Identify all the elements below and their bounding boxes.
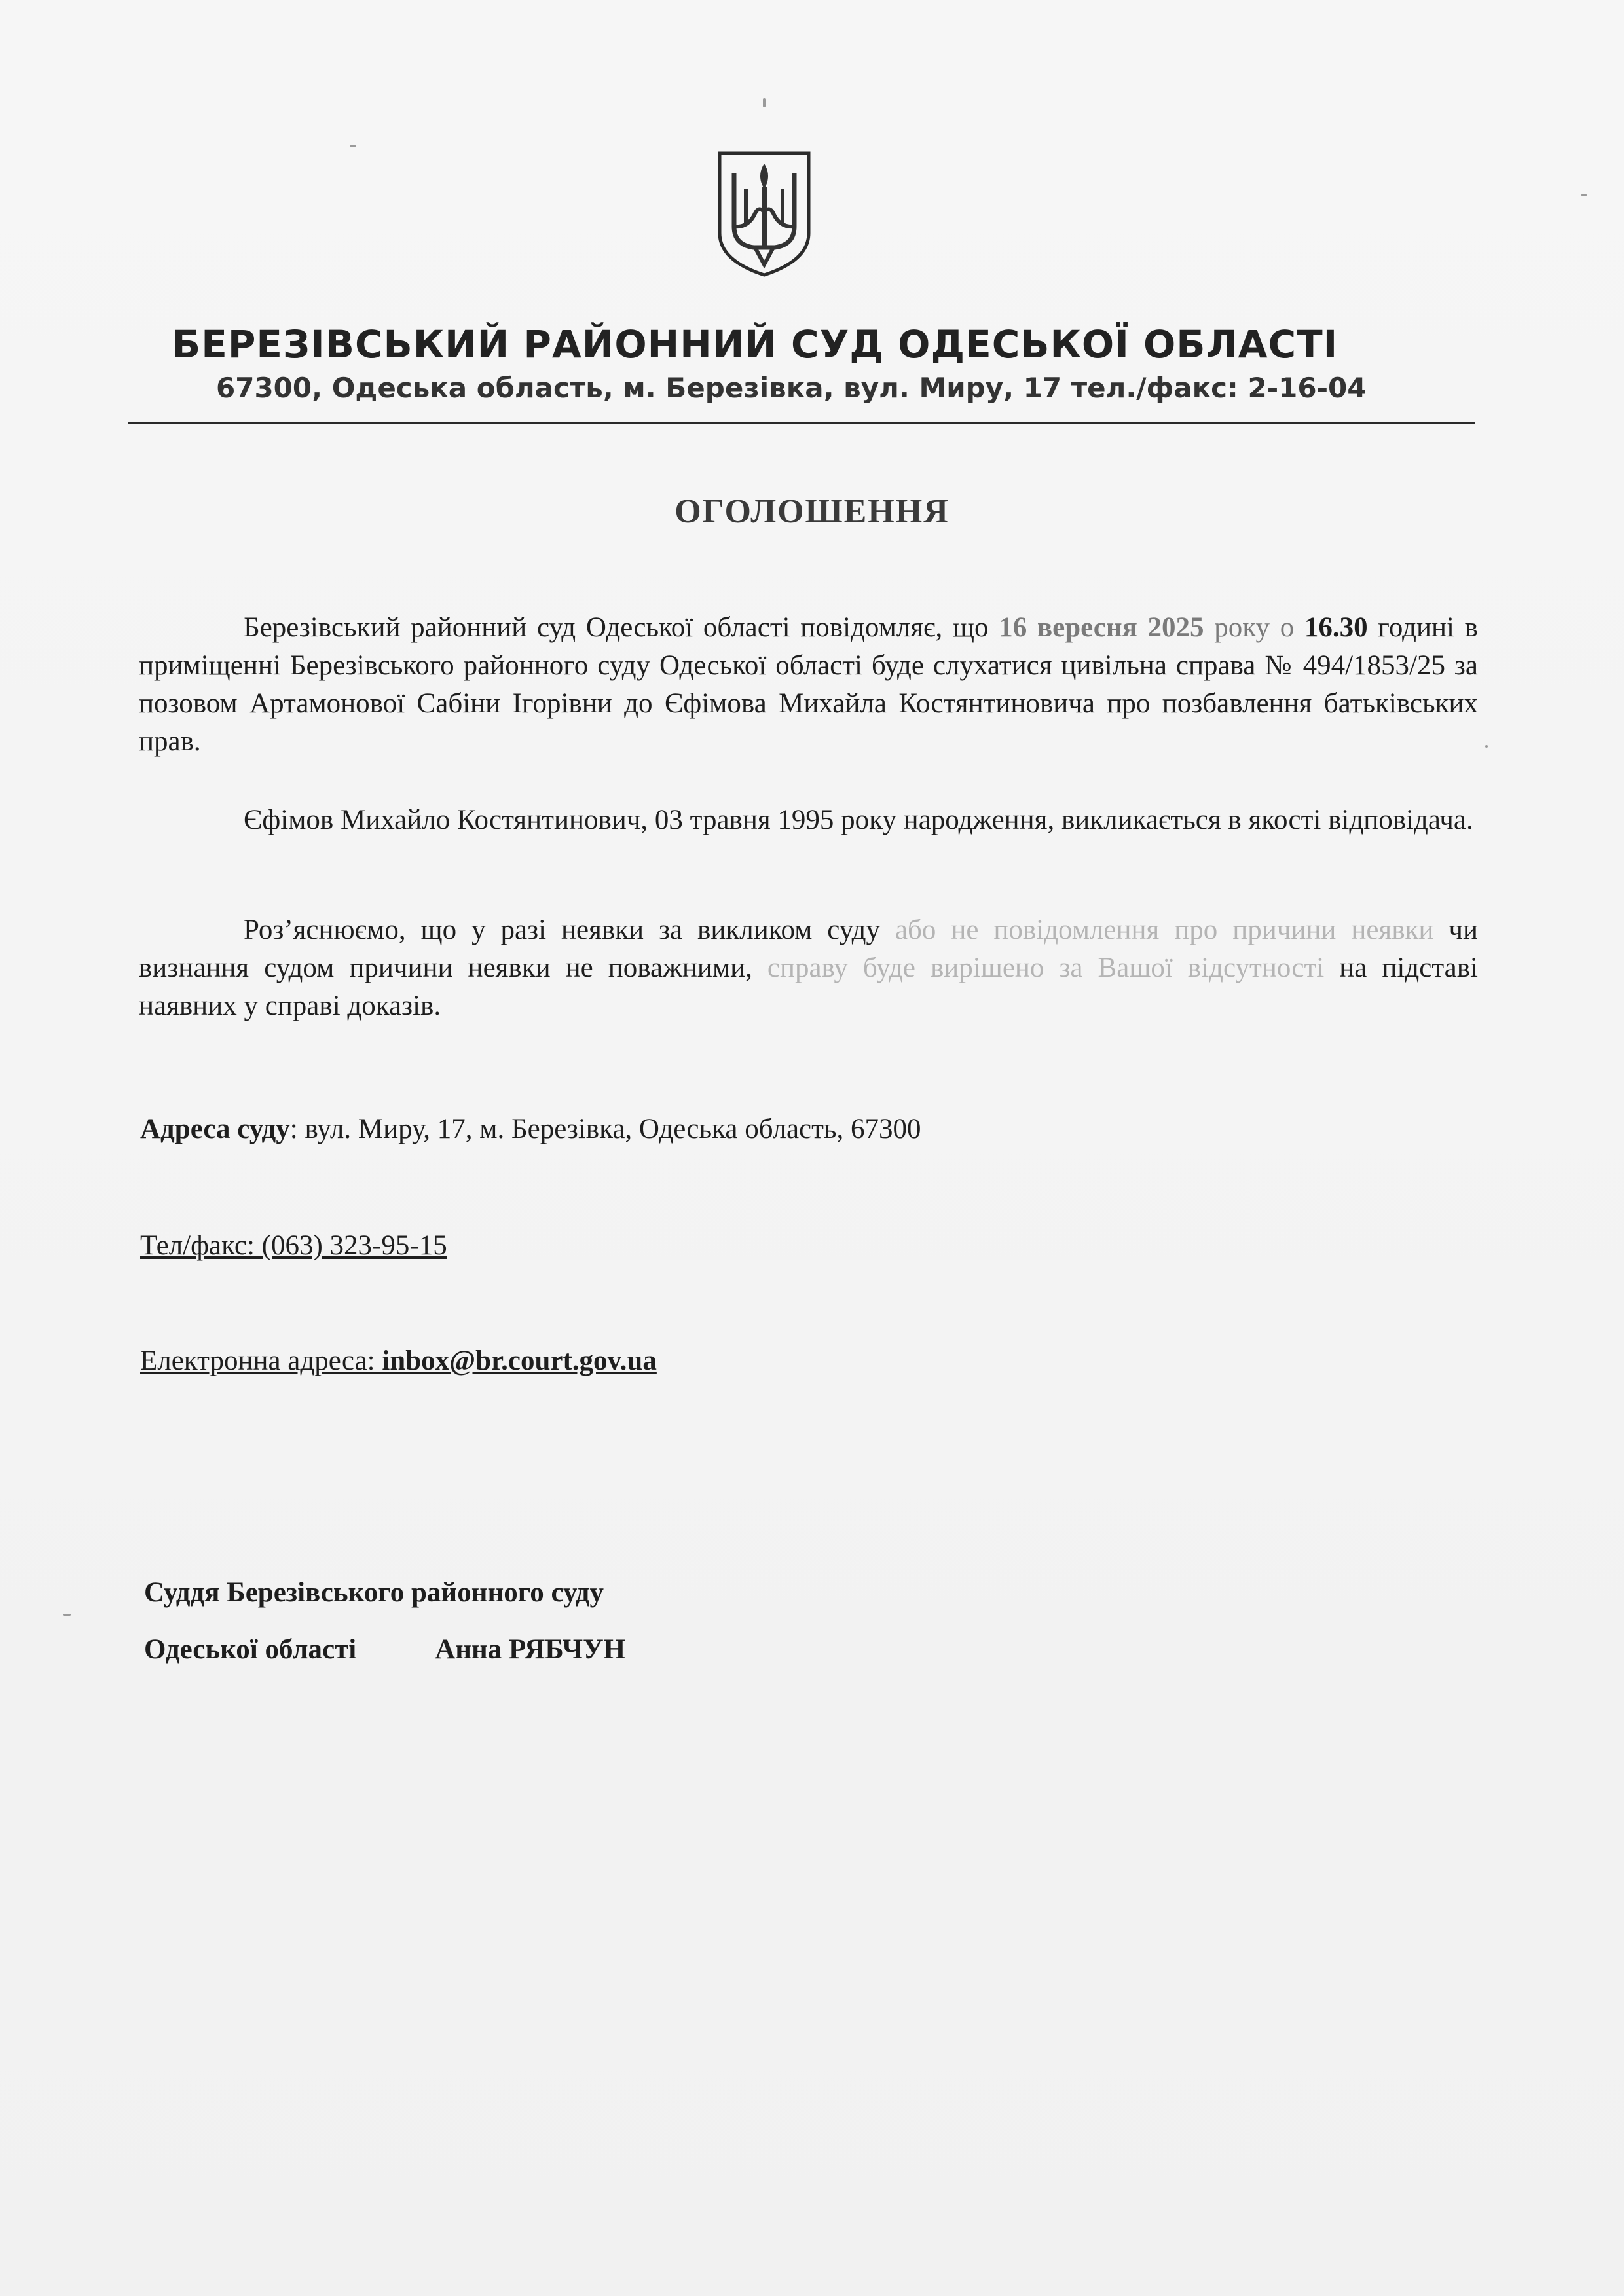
court-name: БЕРЕЗІВСЬКИЙ РАЙОННИЙ СУД ОДЕСЬКОЇ ОБЛАСТІ	[172, 322, 1338, 367]
scan-speck	[63, 1614, 71, 1616]
judge-name: Анна РЯБЧУН	[435, 1634, 626, 1665]
scan-speck	[1581, 194, 1587, 196]
notice-paragraph-defendant: Єфімов Михайло Костянтинович, 03 травня 1995 року народження, викликається в якості відповідача.	[244, 805, 1473, 835]
hearing-time: 16.30	[1304, 612, 1368, 643]
trident-emblem-icon	[716, 149, 813, 278]
court-address: 67300, Одеська область, м. Березівка, вул. Миру, 17 тел./факс: 2-16-04	[216, 372, 1367, 404]
address-value: : вул. Миру, 17, м. Березівка, Одеська область, 67300	[289, 1114, 921, 1144]
scan-speck	[1485, 745, 1488, 748]
header-divider	[128, 422, 1475, 424]
hearing-text-part1: Березівський районний суд Одеської області повідомляє, що	[244, 612, 999, 643]
signature-name-line	[144, 1631, 625, 1669]
consequences-faded-text-2: справу буде вирішено за Вашої відсутності	[767, 953, 1325, 983]
hearing-text-part3: годині в приміщенні Березівського районного суду Одеської області буде слухатися цивільна справа № 494/1853/25 за позовом Артамонової Сабіни Ігорівни до Єфімова Михайла Костянтиновича про позбавлення батьківських прав.	[139, 612, 1478, 757]
notice-paragraph-consequences	[139, 911, 1478, 1025]
consequences-faded-text-1: або не повідомлення про причини неявки	[895, 915, 1434, 945]
email-line	[140, 1342, 657, 1380]
notice-paragraph-hearing	[139, 609, 1478, 761]
court-address-line	[140, 1110, 921, 1148]
hearing-text-part2: року о	[1204, 612, 1304, 643]
consequences-text-part3: на підставі наявних у справі доказів.	[139, 953, 1478, 1021]
phone-fax-line: Тел/факс: (063) 323-95-15	[140, 1230, 447, 1261]
address-label: Адреса суду	[140, 1114, 290, 1144]
email-label: Електронна адреса:	[140, 1345, 382, 1376]
signature-region: Одеської області	[144, 1634, 357, 1665]
signature-title-line: Суддя Березівського районного суду	[144, 1577, 604, 1608]
document-title: ОГОЛОШЕННЯ	[674, 493, 950, 530]
email-address-link[interactable]: inbox@br.court.gov.ua	[382, 1345, 657, 1376]
hearing-date: 16 вересня 2025	[999, 612, 1204, 643]
scan-speck	[763, 98, 766, 107]
consequences-text-part2: чи визнання судом причини неявки не поважними,	[139, 915, 1479, 983]
consequences-text-part1: Роз’яснюємо, що у разі неявки за викликом суду	[244, 915, 895, 945]
scan-speck	[350, 145, 356, 147]
